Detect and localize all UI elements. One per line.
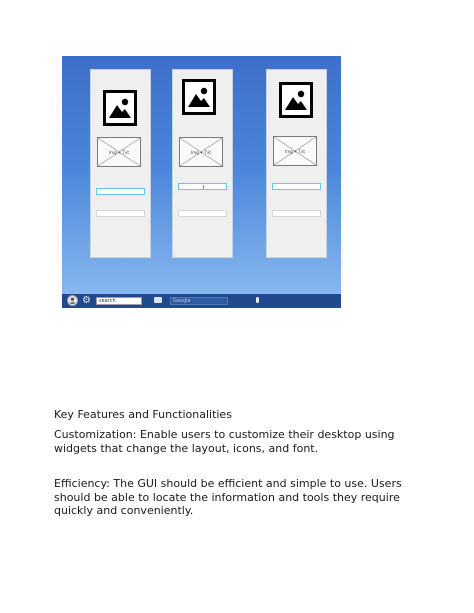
google-search-field[interactable]: Google (170, 297, 228, 305)
image-text-placeholder (179, 137, 223, 167)
text-caret (203, 185, 204, 189)
folder-icon[interactable] (154, 297, 162, 303)
widget-panel (266, 69, 327, 258)
user-icon[interactable] (67, 295, 78, 306)
paragraph-customization: Customization: Enable users to customize their desktop using widgets that change the layout, icons, and font. (54, 428, 395, 455)
text-field[interactable] (272, 210, 321, 217)
text-field[interactable] (178, 183, 227, 190)
widget-panel (172, 69, 233, 258)
section-heading: Key Features and Functionalities (54, 408, 232, 421)
text-field[interactable] (272, 183, 321, 190)
image-text-placeholder (97, 137, 141, 167)
text-field[interactable] (96, 188, 145, 195)
desktop-mockup (62, 56, 341, 308)
image-icon (279, 82, 313, 118)
placeholder-label: Img + Txt (285, 149, 305, 154)
placeholder-label: Img + Txt (191, 150, 211, 155)
paragraph-efficiency: Efficiency: The GUI should be efficient and simple to use. Users should be able to locate the information and tools they require quickly and conveniently. (54, 477, 402, 517)
taskbar (62, 294, 341, 308)
image-icon (182, 79, 216, 115)
taskbar-search-input[interactable]: search (96, 297, 142, 305)
widget-panel (90, 69, 151, 258)
image-icon (103, 90, 137, 126)
image-text-placeholder (273, 136, 317, 166)
mic-icon[interactable] (256, 297, 259, 303)
text-field[interactable] (96, 210, 145, 217)
gear-icon[interactable]: ⚙ (82, 295, 91, 306)
text-field[interactable] (178, 210, 227, 217)
placeholder-label: Img + Txt (109, 150, 129, 155)
